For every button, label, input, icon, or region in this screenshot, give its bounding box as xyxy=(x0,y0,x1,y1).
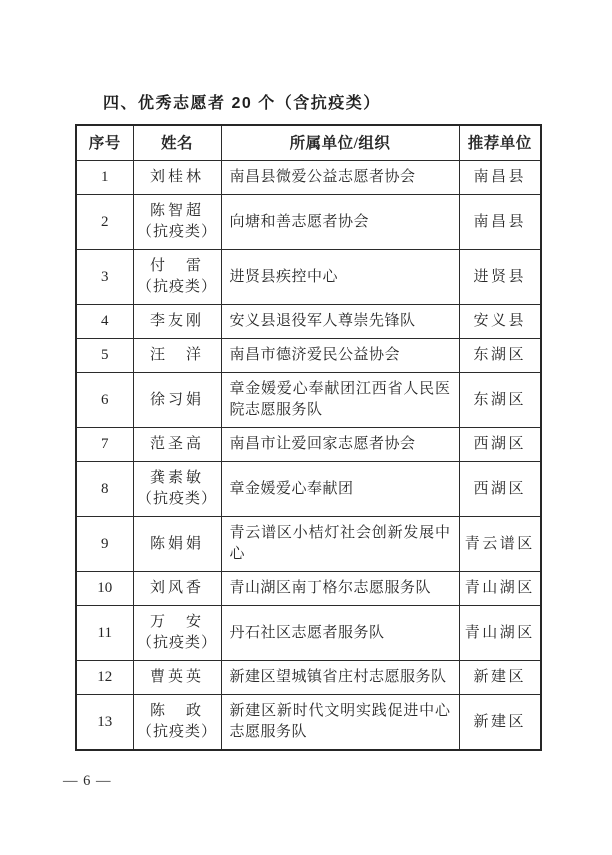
serial-number-cell: 4 xyxy=(76,305,133,339)
table-row xyxy=(76,462,541,517)
organization-cell: 新建区望城镇省庄村志愿服务队 xyxy=(221,661,459,695)
anti-epidemic-tag: （抗疫类） xyxy=(136,224,217,240)
organization-cell: 青山湖区南丁格尔志愿服务队 xyxy=(221,572,459,606)
anti-epidemic-tag: （抗疫类） xyxy=(136,724,217,740)
anti-epidemic-tag: （抗疫类） xyxy=(136,635,217,651)
volunteer-name: 陈智超 xyxy=(149,203,204,219)
recommender-cell: 青山湖区 xyxy=(459,572,541,606)
table-header-row xyxy=(76,125,541,161)
organization-cell: 南昌市德济爱民公益协会 xyxy=(221,339,459,373)
serial-number-cell: 6 xyxy=(76,373,133,428)
serial-number-cell: 1 xyxy=(76,161,133,195)
serial-number-cell: 2 xyxy=(76,195,133,250)
anti-epidemic-tag: （抗疫类） xyxy=(136,279,217,295)
recommender-cell: 新建区 xyxy=(459,661,541,695)
header-organization: 所属单位/组织 xyxy=(221,125,459,161)
name-cell xyxy=(133,428,221,462)
name-cell xyxy=(133,572,221,606)
header-serial-number: 序号 xyxy=(76,125,133,161)
organization-cell: 青云谱区小桔灯社会创新发展中心 xyxy=(221,517,459,572)
volunteer-name: 范圣高 xyxy=(149,436,204,452)
table-row xyxy=(76,695,541,751)
serial-number-cell: 8 xyxy=(76,462,133,517)
organization-cell: 章金媛爱心奉献团 xyxy=(221,462,459,517)
name-cell xyxy=(133,250,221,305)
volunteer-name: 汪 洋 xyxy=(149,347,204,363)
serial-number-cell: 9 xyxy=(76,517,133,572)
name-cell xyxy=(133,695,221,751)
serial-number-cell: 13 xyxy=(76,695,133,751)
table-row xyxy=(76,250,541,305)
name-cell xyxy=(133,606,221,661)
serial-number-cell: 12 xyxy=(76,661,133,695)
header-name: 姓名 xyxy=(133,125,221,161)
recommender-cell: 西湖区 xyxy=(459,462,541,517)
serial-number-cell: 7 xyxy=(76,428,133,462)
organization-cell: 南昌市让爱回家志愿者协会 xyxy=(221,428,459,462)
volunteer-name: 万 安 xyxy=(149,614,204,630)
name-cell xyxy=(133,305,221,339)
volunteer-name: 李友刚 xyxy=(149,313,204,329)
table-row xyxy=(76,161,541,195)
organization-cell: 新建区新时代文明实践促进中心志愿服务队 xyxy=(221,695,459,751)
recommender-cell: 进贤县 xyxy=(459,250,541,305)
serial-number-cell: 3 xyxy=(76,250,133,305)
recommender-cell: 安义县 xyxy=(459,305,541,339)
section-title: 四、优秀志愿者 20 个（含抗疫类） xyxy=(103,95,381,112)
name-cell xyxy=(133,517,221,572)
name-cell xyxy=(133,373,221,428)
volunteer-name: 刘风香 xyxy=(149,580,204,596)
table-row xyxy=(76,339,541,373)
recommender-cell: 青云谱区 xyxy=(459,517,541,572)
name-cell xyxy=(133,339,221,373)
name-cell xyxy=(133,661,221,695)
recommender-cell: 南昌县 xyxy=(459,161,541,195)
name-cell xyxy=(133,161,221,195)
serial-number-cell: 11 xyxy=(76,606,133,661)
table-row xyxy=(76,661,541,695)
table-row xyxy=(76,428,541,462)
anti-epidemic-tag: （抗疫类） xyxy=(136,491,217,507)
name-cell xyxy=(133,195,221,250)
volunteer-name: 付 雷 xyxy=(149,258,204,274)
recommender-cell: 南昌县 xyxy=(459,195,541,250)
volunteer-name: 曹英英 xyxy=(149,669,204,685)
serial-number-cell: 10 xyxy=(76,572,133,606)
page-number: — 6 — xyxy=(63,773,112,789)
recommender-cell: 东湖区 xyxy=(459,339,541,373)
organization-cell: 向塘和善志愿者协会 xyxy=(221,195,459,250)
table-row xyxy=(76,572,541,606)
recommender-cell: 青山湖区 xyxy=(459,606,541,661)
table-row xyxy=(76,195,541,250)
serial-number-cell: 5 xyxy=(76,339,133,373)
volunteer-name: 陈 政 xyxy=(149,703,204,719)
volunteer-name: 陈娟娟 xyxy=(149,535,204,552)
organization-cell: 进贤县疾控中心 xyxy=(221,250,459,305)
volunteer-table xyxy=(75,124,542,751)
recommender-cell: 新建区 xyxy=(459,695,541,751)
recommender-cell: 西湖区 xyxy=(459,428,541,462)
recommender-cell: 东湖区 xyxy=(459,373,541,428)
organization-cell: 安义县退役军人尊崇先锋队 xyxy=(221,305,459,339)
name-cell xyxy=(133,462,221,517)
table-row xyxy=(76,517,541,572)
table-row xyxy=(76,305,541,339)
volunteer-name: 徐习娟 xyxy=(149,391,204,408)
header-recommender: 推荐单位 xyxy=(459,125,541,161)
organization-cell: 章金媛爱心奉献团江西省人民医院志愿服务队 xyxy=(221,373,459,428)
organization-cell: 南昌县微爱公益志愿者协会 xyxy=(221,161,459,195)
organization-cell: 丹石社区志愿者服务队 xyxy=(221,606,459,661)
volunteer-name: 龚素敏 xyxy=(149,470,204,486)
volunteer-name: 刘桂林 xyxy=(149,169,204,185)
table-row xyxy=(76,373,541,428)
table-row xyxy=(76,606,541,661)
